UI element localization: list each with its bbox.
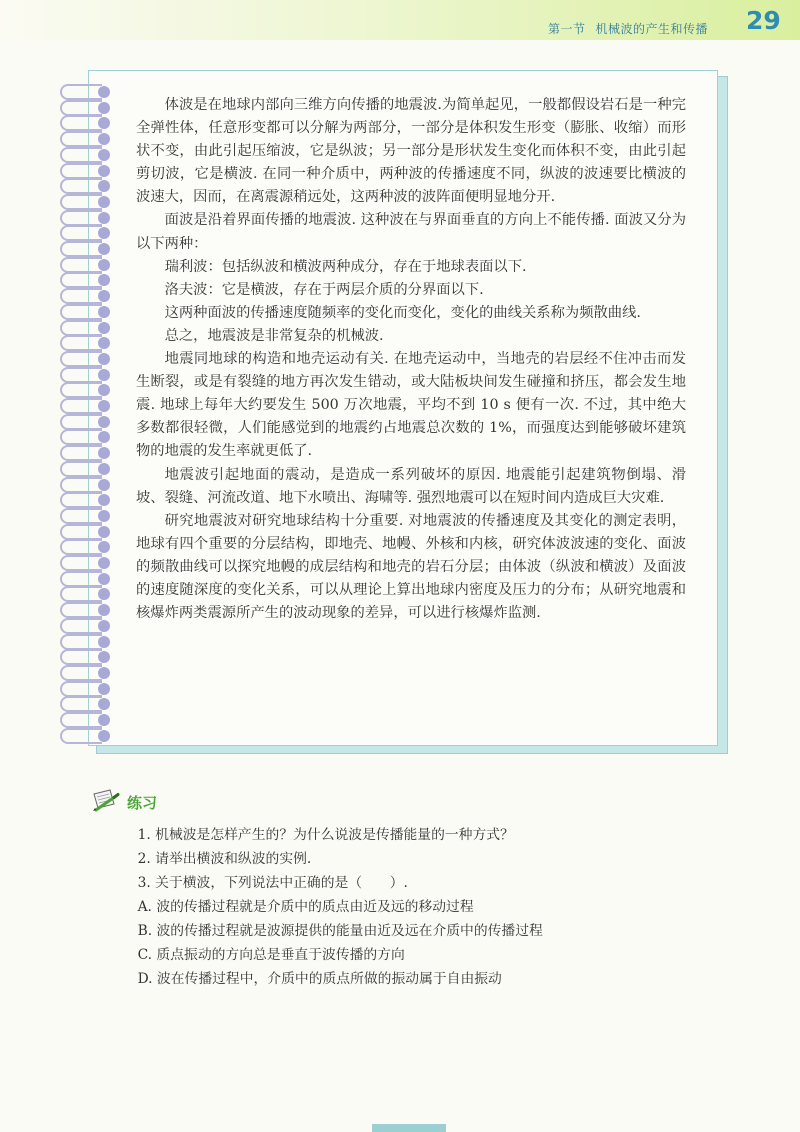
spiral-ring-arc [60,100,102,116]
spiral-ring [60,696,112,712]
spiral-ring-arc [60,210,102,226]
spiral-ring [60,571,112,587]
spiral-ring [60,304,112,320]
spiral-ring-arc [60,492,102,508]
paragraph: 这两种面波的传播速度随频率的变化而变化，变化的曲线关系称为频散曲线. [164,304,641,321]
spiral-ring-arc [60,649,102,665]
spiral-ring [60,382,112,398]
spiral-ring [60,100,112,116]
spiral-ring-arc [60,320,102,336]
spiral-hole [98,541,110,553]
spiral-hole [98,447,110,459]
spiral-ring [60,147,112,163]
spiral-hole [98,369,110,381]
spiral-ring-arc [60,618,102,634]
section-heading [548,20,708,37]
spiral-ring [60,649,112,665]
spiral-ring-arc [60,681,102,697]
spiral-hole [98,102,110,114]
spiral-ring [60,712,112,728]
spiral-hole [98,353,110,365]
spiral-hole [98,196,110,208]
spiral-hole [98,133,110,145]
spiral-ring [60,131,112,147]
spiral-hole [98,510,110,522]
spiral-ring-arc [60,398,102,414]
spiral-ring [60,477,112,493]
spiral-ring-arc [60,304,102,320]
spiral-ring-arc [60,131,102,147]
spiral-ring-arc [60,163,102,179]
spiral-hole [98,227,110,239]
spiral-ring-arc [60,555,102,571]
spiral-ring-arc [60,225,102,241]
paragraph: 体波是在地球内部向三维方向传播的地震波.为简单起见，一般都假设岩石是一种完全弹性体，任意形变都可以分解为两部分，一部分是体积发生形变（膨胀、收缩）而形状不变，由此引起压缩波，它是纵波；另一部分是形状发生变化而体积不变，由此引起剪切波，它是横波. 在同一种介质中，两种波的传播速度不同，纵波的波速要比横波的波速大，因而，在离震源稍远处，这两种波的波阵面便明显地分开. [136,97,686,206]
option-d: D. 波在传播过程中，介质中的质点所做的振动属于自由振动 [137,971,502,987]
spiral-ring-arc [60,477,102,493]
paragraph: 面波是沿着界面传播的地震波. 这种波在与界面垂直的方向上不能传播. 面波又分为以下两种： [136,212,686,252]
spiral-hole [98,384,110,396]
spiral-ring-arc [60,445,102,461]
spiral-ring-arc [60,84,102,100]
spiral-ring [60,194,112,210]
spiral-ring-arc [60,586,102,602]
spiral-ring [60,398,112,414]
spiral-hole [98,274,110,286]
spiral-ring-arc [60,728,102,744]
exercise-title: 练习 [127,794,158,812]
spiral-ring [60,163,112,179]
spiral-hole [98,526,110,538]
spiral-ring [60,539,112,555]
spiral-ring-arc [60,115,102,131]
spiral-ring-arc [60,335,102,351]
spiral-hole [98,180,110,192]
spiral-ring-arc [60,367,102,383]
spiral-hole [98,259,110,271]
spiral-ring-arc [60,696,102,712]
spiral-ring [60,508,112,524]
spiral-hole [98,117,110,129]
paragraph: 洛夫波：它是横波，存在于两层介质的分界面以下. [164,281,484,298]
spiral-ring-arc [60,178,102,194]
spiral-ring-arc [60,272,102,288]
spiral-hole [98,479,110,491]
spiral-ring [60,257,112,273]
spiral-ring [60,461,112,477]
spiral-hole [98,290,110,302]
spiral-ring [60,555,112,571]
spiral-hole [98,588,110,600]
spiral-ring [60,634,112,650]
paragraph: 瑞利波：包括纵波和横波两种成分，存在于地球表面以下. [164,258,527,275]
spiral-ring [60,241,112,257]
spiral-ring [60,586,112,602]
spiral-ring-arc [60,539,102,555]
spiral-hole [98,698,110,710]
spiral-ring-arc [60,508,102,524]
spiral-ring [60,335,112,351]
option-c: C. 质点振动的方向总是垂直于波传播的方向 [137,947,405,963]
section-number: 第一节 [548,22,586,36]
spiral-hole [98,337,110,349]
spiral-hole [98,463,110,475]
spiral-ring-arc [60,429,102,445]
spiral-hole [98,149,110,161]
spiral-ring-arc [60,147,102,163]
spiral-ring [60,414,112,430]
section-title: 机械波的产生和传播 [595,22,709,36]
spiral-hole [98,165,110,177]
spiral-ring [60,524,112,540]
spiral-ring [60,84,112,100]
spiral-hole [98,620,110,632]
spiral-hole [98,683,110,695]
spiral-ring-arc [60,257,102,273]
page-edge-tab [372,1124,446,1132]
spiral-ring [60,225,112,241]
spiral-hole [98,322,110,334]
spiral-ring [60,210,112,226]
spiral-hole [98,416,110,428]
question-3: 3. 关于横波，下列说法中正确的是（ ）. [137,875,408,891]
spiral-ring [60,115,112,131]
question-2: 2. 请举出横波和纵波的实例. [137,851,312,867]
page-number: 29 [746,6,781,35]
spiral-hole [98,86,110,98]
spiral-hole [98,667,110,679]
spiral-hole [98,494,110,506]
option-b: B. 波的传播过程就是波源提供的能量由近及远在介质中的传播过程 [137,923,543,939]
spiral-ring [60,445,112,461]
spiral-ring [60,288,112,304]
spiral-ring-arc [60,602,102,618]
spiral-ring [60,178,112,194]
spiral-ring-arc [60,414,102,430]
spiral-ring [60,665,112,681]
question-1: 1. 机械波是怎样产生的？为什么说波是传播能量的一种方式？ [137,827,514,843]
spiral-ring [60,602,112,618]
spiral-ring-arc [60,461,102,477]
spiral-ring-arc [60,634,102,650]
spiral-ring-arc [60,288,102,304]
spiral-hole [98,212,110,224]
spiral-ring-arc [60,241,102,257]
spiral-ring-arc [60,571,102,587]
pencil-notepad-icon [90,786,120,812]
paragraph: 总之，地震波是非常复杂的机械波. [164,327,384,344]
spiral-hole [98,604,110,616]
spiral-ring [60,320,112,336]
spiral-hole [98,243,110,255]
spiral-ring-arc [60,382,102,398]
notebook-text [136,94,686,625]
spiral-hole [98,573,110,585]
spiral-hole [98,636,110,648]
option-a: A. 波的传播过程就是介质中的质点由近及远的移动过程 [137,899,474,915]
spiral-ring [60,429,112,445]
spiral-hole [98,431,110,443]
spiral-hole [98,400,110,412]
spiral-binding [60,84,120,744]
spiral-hole [98,714,110,726]
spiral-ring [60,681,112,697]
spiral-ring-arc [60,712,102,728]
spiral-ring [60,272,112,288]
paragraph: 研究地震波对研究地球结构十分重要. 对地震波的传播速度及其变化的测定表明，地球有四个重要的分层结构，即地壳、地幔、外核和内核，研究体波波速的变化、面波的频散曲线可以探究地幔的成层结构和地壳的岩石分层；由体波（纵波和横波）及面波的速度随深度的变化关系，可以从理论上算出地球内密度及压力的分布；从研究地震和核爆炸两类震源所产生的波动现象的差异，可以进行核爆炸监测. [136,512,686,622]
exercise-list [110,823,550,991]
spiral-ring-arc [60,665,102,681]
spiral-hole [98,651,110,663]
paragraph: 地震同地球的构造和地壳运动有关. 在地壳运动中，当地壳的岩层经不住冲击而发生断裂，或是有裂缝的地方再次发生错动，或大陆板块间发生碰撞和挤压，都会发生地震. 地球上每年大约要发生 500 万次地震，平均不到 10 s 便有一次. 不过，其中绝大多数都很轻微，人们能感觉到的地震约占地震总次数的 1%，而强度达到能够破坏建筑物的地震的发生率就更低了. [136,351,686,460]
spiral-ring [60,351,112,367]
spiral-ring [60,728,112,744]
spiral-ring-arc [60,351,102,367]
paragraph: 地震波引起地面的震动，是造成一系列破坏的原因. 地震能引起建筑物倒塌、滑坡、裂缝、河流改道、地下水喷出、海啸等. 强烈地震可以在短时间内造成巨大灾难. [136,466,686,506]
spiral-ring [60,618,112,634]
spiral-ring [60,367,112,383]
spiral-hole [98,306,110,318]
spiral-hole [98,557,110,569]
spiral-ring-arc [60,524,102,540]
spiral-ring-arc [60,194,102,210]
spiral-ring [60,492,112,508]
spiral-hole [98,730,110,742]
